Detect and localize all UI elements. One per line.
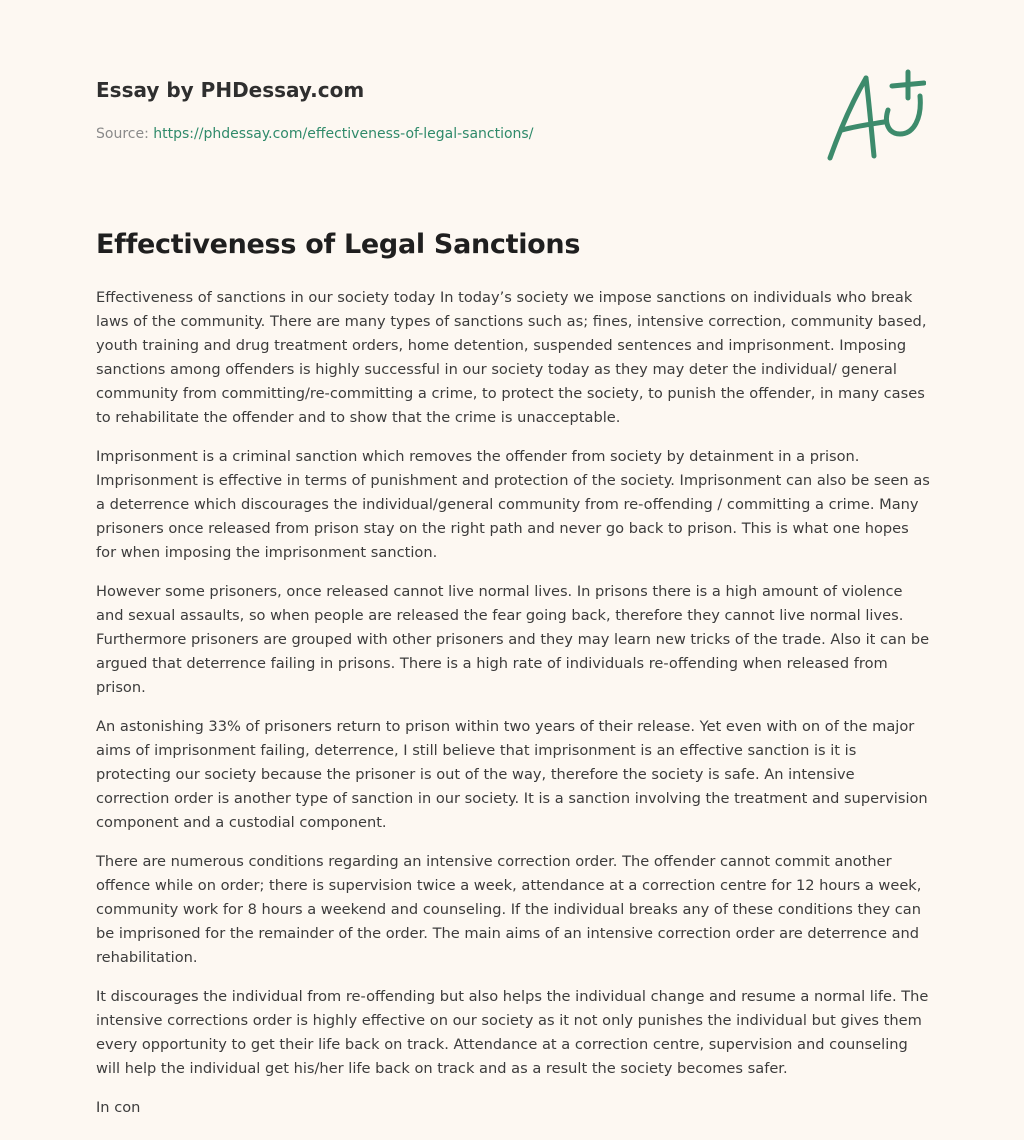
essay-paragraph: There are numerous conditions regarding an intensive correction order. The offender cannot commit another offence while on order; there is supervision twice a week, attendance at a correction centre for 12 hours a week, community work for 8 hours a weekend and counseling. If the individual breaks any of these conditions they can be imprisoned for the remainder of the order. The main aims of an intensive correction order are deterrence and rehabilitation. bbox=[96, 853, 922, 966]
essay-paragraph: In con bbox=[96, 1099, 141, 1116]
source-line bbox=[96, 124, 936, 144]
a-plus-logo-icon bbox=[822, 68, 926, 164]
essay-paragraph: Imprisonment is a criminal sanction which removes the offender from society by detainment in a prison. Imprisonment is effective in terms of punishment and protection of the society. Imprisonment can also be seen as a deterrence which discourages the individual/general community from re-offending / committing a crime. Many prisoners once released from prison stay on the right path and never go back to prison. This is what one hopes for when imposing the imprisonment sanction. bbox=[96, 448, 930, 561]
site-title: Essay by PHDessay.com bbox=[96, 78, 365, 102]
essay-paragraph: An astonishing 33% of prisoners return to prison within two years of their release. Yet even with on of the major aims of imprisonment failing, deterrence, I still believe that imprisonment is an effective sanction is it is protecting our society because the prisoner is out of the way, therefore the society is safe. An intensive correction order is another type of sanction in our society. It is a sanction involving the treatment and supervision component and a custodial component. bbox=[96, 718, 928, 831]
essay-title: Effectiveness of Legal Sanctions bbox=[96, 229, 581, 260]
essay-paragraph: Effectiveness of sanctions in our society today In today’s society we impose sanctions on individuals who break laws of the community. There are many types of sanctions such as; fines, intensive correction, community based, youth training and drug treatment orders, home detention, suspended sentences and imprisonment. Imposing sanctions among offenders is highly successful in our society today as they may deter the individual/ general community from committing/re-committing a crime, to protect the society, to punish the offender, in many cases to rehabilitate the offender and to show that the crime is unacceptable. bbox=[96, 289, 927, 426]
essay-paragraph: However some prisoners, once released cannot live normal lives. In prisons there is a high amount of violence and sexual assaults, so when people are released the fear going back, therefore they cannot live normal lives. Furthermore prisoners are grouped with other prisoners and they may learn new tricks of the trade. Also it can be argued that deterrence failing in prisons. There is a high rate of individuals re-offending when released from prison. bbox=[96, 583, 930, 696]
source-link[interactable]: https://phdessay.com/effectiveness-of-legal-sanctions/ bbox=[153, 126, 534, 142]
source-label: Source: bbox=[96, 126, 149, 142]
essay-paragraph: It discourages the individual from re-offending but also helps the individual change and resume a normal life. The intensive corrections order is highly effective on our society as it not only punishes the individual but gives them every opportunity to get their life back on track. Attendance at a correction centre, supervision and counseling will help the individual get his/her life back on track and as a result the society becomes safer. bbox=[96, 988, 929, 1077]
essay-body bbox=[96, 286, 932, 1135]
page-header bbox=[96, 76, 936, 144]
